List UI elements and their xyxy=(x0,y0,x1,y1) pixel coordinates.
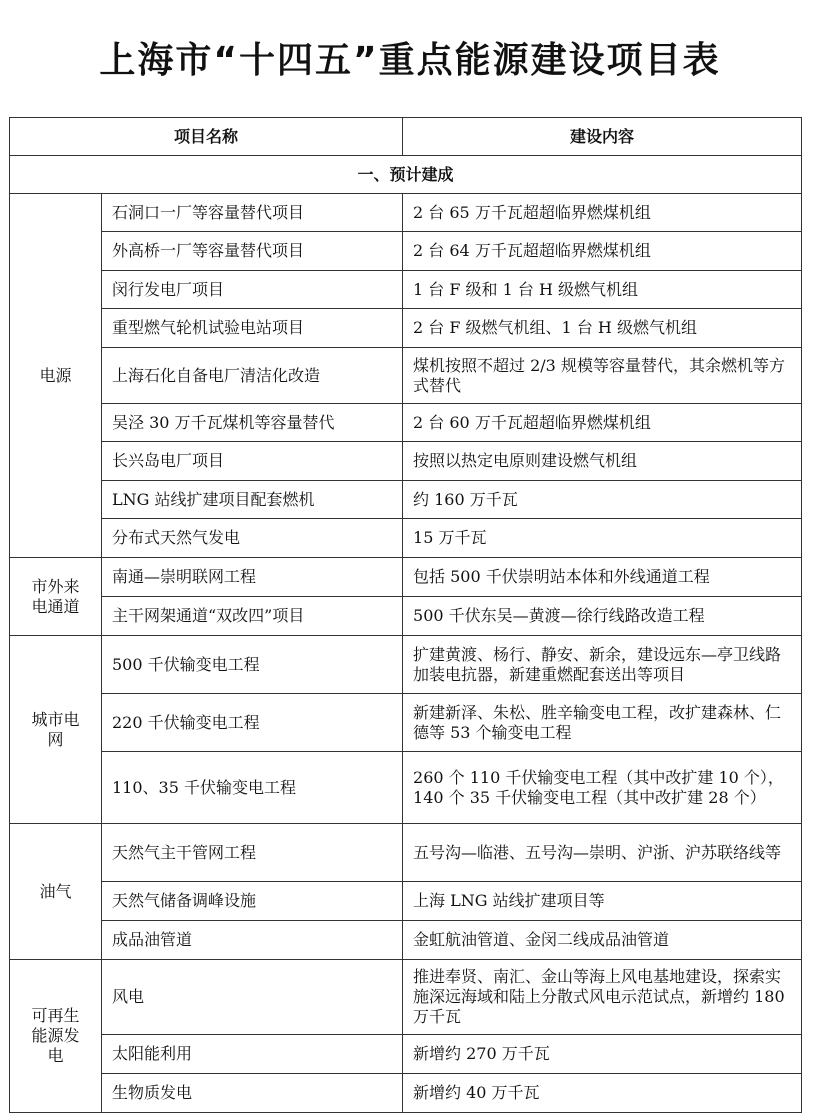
table-row xyxy=(10,597,802,636)
project-name-cell: 石洞口一厂等容量替代项目 xyxy=(102,194,403,232)
project-name-cell: 分布式天然气发电 xyxy=(102,519,403,558)
section-row xyxy=(10,156,802,194)
project-name-cell: 太阳能利用 xyxy=(102,1035,403,1074)
project-name-cell: 生物质发电 xyxy=(102,1074,403,1113)
project-content-cell: 约 160 万千瓦 xyxy=(403,481,802,519)
project-name-cell: 吴泾 30 万千瓦煤机等容量替代 xyxy=(102,404,403,442)
table-row xyxy=(10,558,802,597)
project-content-cell: 新建新泽、朱松、胜辛输变电工程，改扩建森林、仁德等 53 个输变电工程 xyxy=(403,694,802,752)
table-row xyxy=(10,921,802,960)
table-row xyxy=(10,348,802,404)
project-name-cell: 110、35 千伏输变电工程 xyxy=(102,752,403,824)
category-cell: 可再生能源发电 xyxy=(10,960,102,1113)
table-row xyxy=(10,309,802,348)
header-content: 建设内容 xyxy=(403,118,802,156)
project-content-cell: 15 万千瓦 xyxy=(403,519,802,558)
table-row xyxy=(10,694,802,752)
table-row xyxy=(10,519,802,558)
table-row xyxy=(10,232,802,271)
table-row xyxy=(10,960,802,1035)
table-row xyxy=(10,194,802,232)
section-title: 一、预计建成 xyxy=(10,156,802,194)
project-name-cell: 成品油管道 xyxy=(102,921,403,960)
table-row xyxy=(10,271,802,309)
project-name-cell: 500 千伏输变电工程 xyxy=(102,636,403,694)
project-content-cell: 2 台 F 级燃气机组、1 台 H 级燃气机组 xyxy=(403,309,802,348)
project-content-cell: 新增约 40 万千瓦 xyxy=(403,1074,802,1113)
project-content-cell: 按照以热定电原则建设燃气机组 xyxy=(403,442,802,481)
category-cell: 电源 xyxy=(10,194,102,558)
project-name-cell: 风电 xyxy=(102,960,403,1035)
header-project-name: 项目名称 xyxy=(10,118,403,156)
project-name-cell: 主干网架通道“双改四”项目 xyxy=(102,597,403,636)
table-row xyxy=(10,442,802,481)
table-row xyxy=(10,404,802,442)
category-cell: 城市电网 xyxy=(10,636,102,824)
project-name-cell: 长兴岛电厂项目 xyxy=(102,442,403,481)
table-row xyxy=(10,636,802,694)
project-content-cell: 上海 LNG 站线扩建项目等 xyxy=(403,882,802,921)
project-content-cell: 包括 500 千伏崇明站本体和外线通道工程 xyxy=(403,558,802,597)
table-row xyxy=(10,824,802,882)
project-content-cell: 推进奉贤、南汇、金山等海上风电基地建设，探索实施深远海域和陆上分散式风电示范试点，新增约 180 万千瓦 xyxy=(403,960,802,1035)
project-content-cell: 2 台 64 万千瓦超超临界燃煤机组 xyxy=(403,232,802,271)
project-name-cell: 天然气主干管网工程 xyxy=(102,824,403,882)
project-name-cell: 上海石化自备电厂清洁化改造 xyxy=(102,348,403,404)
project-content-cell: 1 台 F 级和 1 台 H 级燃气机组 xyxy=(403,271,802,309)
project-content-cell: 五号沟—临港、五号沟—崇明、沪浙、沪苏联络线等 xyxy=(403,824,802,882)
project-content-cell: 新增约 270 万千瓦 xyxy=(403,1035,802,1074)
table-row xyxy=(10,1074,802,1113)
category-cell: 油气 xyxy=(10,824,102,960)
project-content-cell: 扩建黄渡、杨行、静安、新余，建设远东—亭卫线路加装电抗器，新建重燃配套送出等项目 xyxy=(403,636,802,694)
project-name-cell: 外高桥一厂等容量替代项目 xyxy=(102,232,403,271)
category-cell: 市外来电通道 xyxy=(10,558,102,636)
project-content-cell: 金虹航油管道、金闵二线成品油管道 xyxy=(403,921,802,960)
project-content-cell: 260 个 110 千伏输变电工程（其中改扩建 10 个），140 个 35 千伏输变电工程（其中改扩建 28 个） xyxy=(403,752,802,824)
project-content-cell: 2 台 65 万千瓦超超临界燃煤机组 xyxy=(403,194,802,232)
project-content-cell: 2 台 60 万千瓦超超临界燃煤机组 xyxy=(403,404,802,442)
project-name-cell: 天然气储备调峰设施 xyxy=(102,882,403,921)
projects-table xyxy=(9,117,802,1113)
table-row xyxy=(10,481,802,519)
project-content-cell: 500 千伏东吴—黄渡—徐行线路改造工程 xyxy=(403,597,802,636)
project-name-cell: 重型燃气轮机试验电站项目 xyxy=(102,309,403,348)
project-content-cell: 煤机按照不超过 2/3 规模等容量替代，其余燃机等方式替代 xyxy=(403,348,802,404)
project-name-cell: LNG 站线扩建项目配套燃机 xyxy=(102,481,403,519)
project-name-cell: 220 千伏输变电工程 xyxy=(102,694,403,752)
project-name-cell: 南通—崇明联网工程 xyxy=(102,558,403,597)
project-name-cell: 闵行发电厂项目 xyxy=(102,271,403,309)
page-title: 上海市“十四五”重点能源建设项目表 xyxy=(99,40,721,81)
table-row xyxy=(10,1035,802,1074)
table-row xyxy=(10,752,802,824)
table-row xyxy=(10,882,802,921)
table-header-row xyxy=(10,118,802,156)
